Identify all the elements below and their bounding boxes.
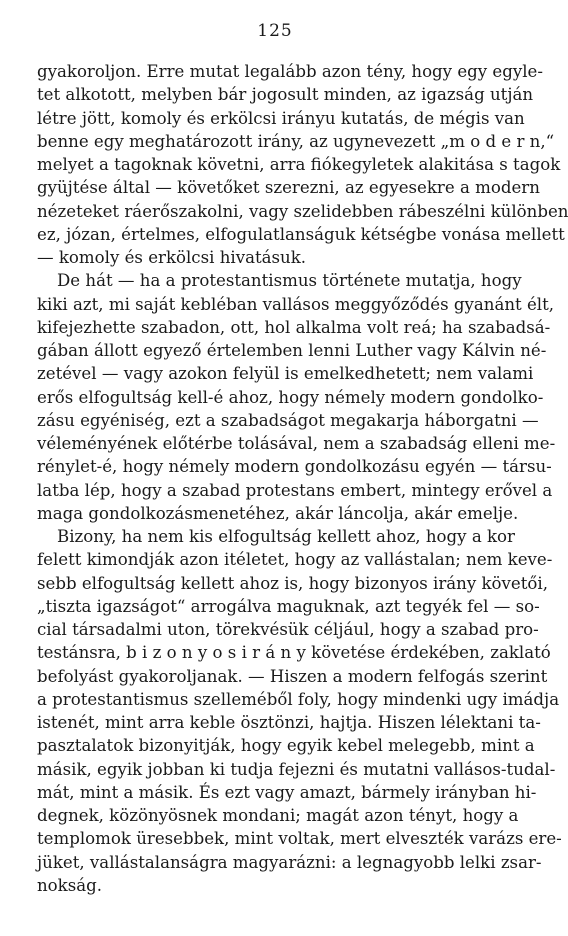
body-text: [37, 60, 568, 897]
text-line: kifejezhette szabadon, ott, hol alkalma volt reá; ha szabadsá-: [37, 317, 551, 337]
text-line: istenét, mint arra keble ösztönzi, hajtja. Hiszen lélektani ta-: [37, 713, 541, 732]
text-line: melyet a tagoknak követni, arra fiókegyletek alakitása s tagok: [37, 155, 561, 174]
text-line: cial társadalmi uton, törekvésük céljául, hogy a szabad pro-: [37, 620, 539, 639]
text-line: pasztalatok bizonyitják, hogy egyik kebel melegebb, mint a: [37, 736, 535, 756]
text-line: degnek, közönyösnek mondani; magát azon tényt, hogy a: [37, 806, 519, 825]
text-line: maga gondolkozásmenetéhez, akár láncolja, akár emelje.: [37, 503, 519, 523]
text-line: felett kimondják azon itéletet, hogy az vallástalan; nem keve-: [37, 550, 553, 570]
text-line: zetével — vagy azokon felyül is emelkedhetett; nem valami: [37, 364, 534, 384]
text-line: létre jött, komoly és erkölcsi irányu kutatás, de mégis van: [37, 108, 525, 128]
text-line: ez, józan, értelmes, elfogulatlanságuk kétségbe vonása mellett: [37, 224, 565, 244]
text-line: nézeteket ráerőszakolni, vagy szelidebben rábeszélni különben: [37, 201, 568, 221]
text-line: erős elfogultság kell-é ahoz, hogy némely modern gondolko-: [37, 387, 544, 407]
text-line: — komoly és erkölcsi hivatásuk.: [37, 248, 307, 267]
text-line: kiki azt, mi saját kebléban vallásos meggyőződés gyanánt élt,: [37, 294, 555, 314]
text-line: nokság.: [37, 875, 103, 895]
text-line: Bizony, ha nem kis elfogultság kellett ahoz, hogy a kor: [57, 527, 515, 546]
text-line: benne egy meghatározott irány, az ugynevezett „m o d e r n,“: [37, 131, 555, 151]
text-line: „tiszta igazságot“ arrogálva maguknak, azt tegyék fel — so-: [37, 596, 540, 616]
text-line: latba lép, hogy a szabad protestans embert, mintegy erővel a: [37, 480, 553, 500]
text-line: véleményének előtérbe tolásával, nem a szabadság elleni me-: [37, 434, 556, 453]
text-line: gyakoroljon. Erre mutat legalább azon tény, hogy egy egyle-: [37, 62, 543, 81]
text-line: másik, egyik jobban ki tudja fejezni és mutatni vallásos-tudal-: [37, 759, 556, 779]
text-line: sebb elfogultság kellett ahoz is, hogy bizonyos irány követői,: [37, 573, 548, 593]
page-number: 125: [257, 21, 293, 41]
text-line: De hát — ha a protestantismus története mutatja, hogy: [57, 271, 522, 291]
text-line: befolyást gyakoroljanak. — Hiszen a modern felfogás szerint: [37, 666, 548, 686]
text-line: a protestantismus szelleméből foly, hogy mindenki ugy imádja: [37, 689, 560, 709]
text-line: gában állott egyező értelemben lenni Luther vagy Kálvin né-: [37, 341, 547, 360]
text-line: tet alkotott, melyben bár jogosult minden, az igazság utján: [37, 85, 534, 105]
text-line: rénylet-é, hogy némely modern gondolkozásu egyén — társu-: [37, 457, 552, 477]
text-line: mát, mint a másik. És ezt vagy amazt, bármely irányban hi-: [37, 782, 537, 802]
text-line: templomok üresebbek, mint voltak, mert elveszték varázs ere-: [37, 829, 562, 849]
text-line: gyüjtése által — követőket szerezni, az egyesekre a modern: [37, 178, 540, 198]
text-line: jüket, vallástalanságra magyarázni: a legnagyobb lelki zsar-: [37, 852, 542, 872]
text-line: zásu egyéniség, ezt a szabadságot megakarja háborgatni —: [37, 410, 539, 430]
text-line: testánsra, b i z o n y o s i r á n y követése érdekében, zaklató: [37, 643, 551, 663]
